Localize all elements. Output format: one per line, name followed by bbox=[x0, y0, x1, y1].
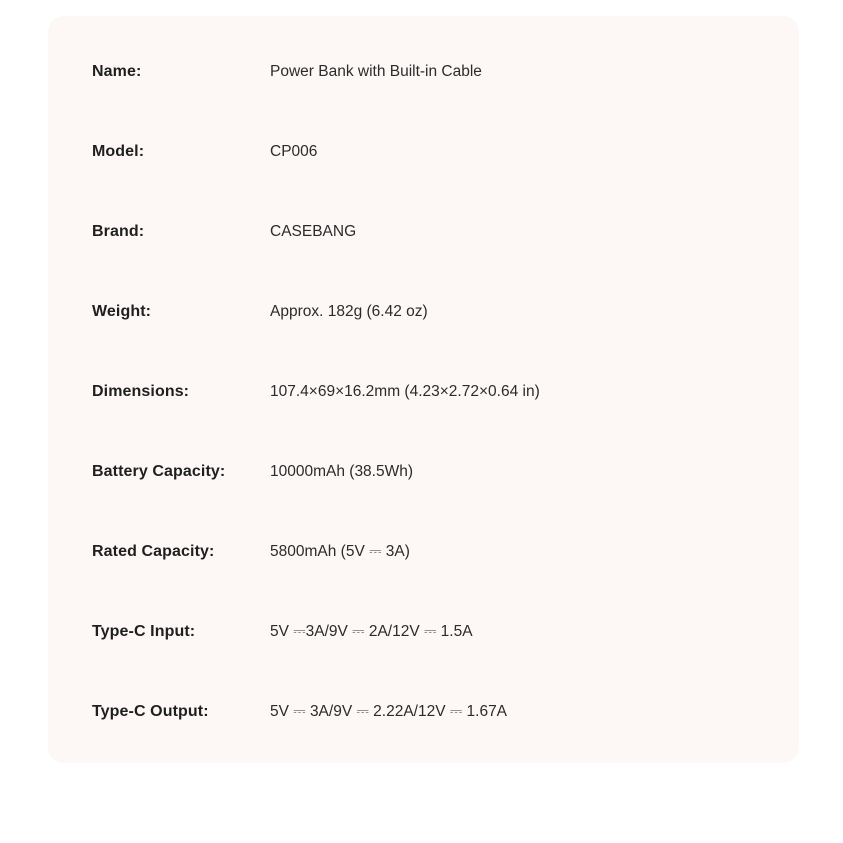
spec-row-model bbox=[48, 137, 799, 167]
spec-value: CASEBANG bbox=[270, 223, 357, 240]
spec-value: 10000mAh (38.5Wh) bbox=[270, 463, 414, 480]
spec-value: 5800mAh (5V ⎓ 3A) bbox=[270, 543, 410, 560]
spec-label: Rated Capacity: bbox=[92, 543, 215, 560]
spec-row-type-c-input bbox=[48, 617, 799, 647]
spec-row-type-c-output bbox=[48, 697, 799, 727]
spec-row-dimensions bbox=[48, 377, 799, 407]
spec-card bbox=[48, 16, 799, 763]
spec-label: Weight: bbox=[92, 303, 152, 320]
spec-label: Model: bbox=[92, 143, 145, 160]
spec-label: Name: bbox=[92, 63, 142, 80]
spec-value: 107.4×69×16.2mm (4.23×2.72×0.64 in) bbox=[270, 383, 540, 400]
spec-row-brand bbox=[48, 217, 799, 247]
spec-value: Approx. 182g (6.42 oz) bbox=[270, 303, 428, 320]
spec-value: 5V ⎓3A/9V ⎓ 2A/12V ⎓ 1.5A bbox=[270, 623, 473, 640]
spec-label: Dimensions: bbox=[92, 383, 190, 400]
spec-row-name bbox=[48, 57, 799, 87]
spec-row-rated-capacity bbox=[48, 537, 799, 567]
spec-label: Battery Capacity: bbox=[92, 463, 226, 480]
spec-label: Type-C Input: bbox=[92, 623, 196, 640]
spec-value: 5V ⎓ 3A/9V ⎓ 2.22A/12V ⎓ 1.67A bbox=[270, 703, 508, 720]
spec-row-weight bbox=[48, 297, 799, 327]
spec-row-battery-capacity bbox=[48, 457, 799, 487]
spec-label: Type-C Output: bbox=[92, 703, 209, 720]
spec-label: Brand: bbox=[92, 223, 145, 240]
spec-value: Power Bank with Built-in Cable bbox=[270, 63, 482, 80]
spec-value: CP006 bbox=[270, 143, 318, 160]
